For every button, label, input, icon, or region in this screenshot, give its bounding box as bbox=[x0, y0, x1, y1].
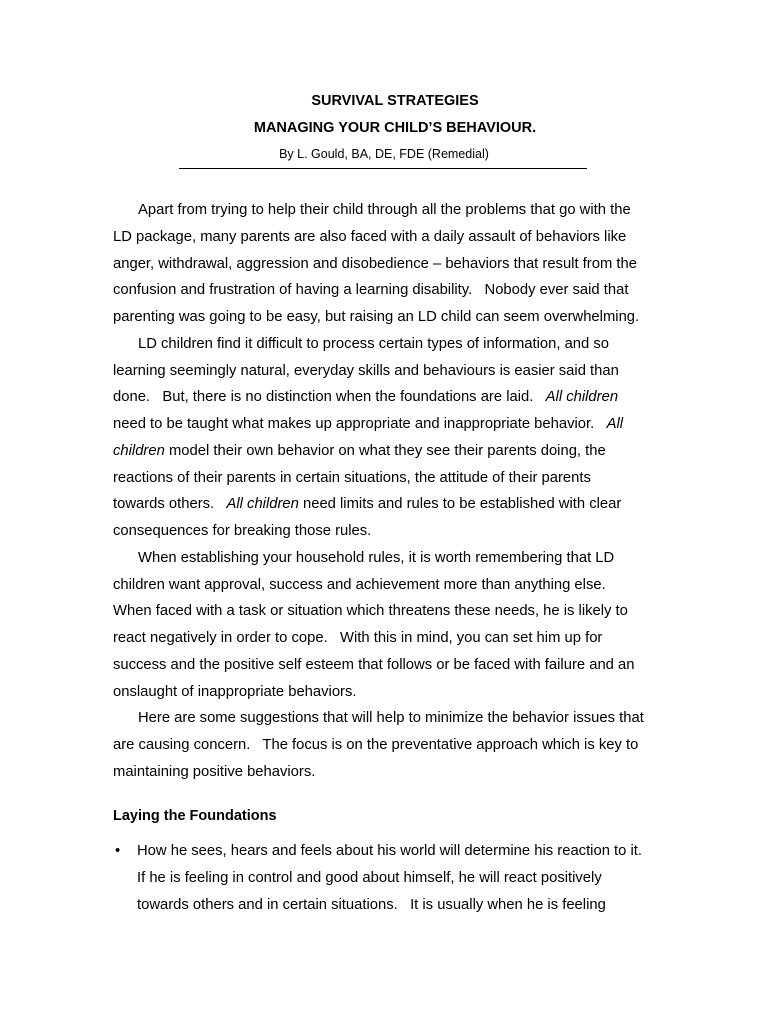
text-span: are causing concern. The focus is on the preventative approach which is key to bbox=[113, 737, 639, 753]
text-span: need to be taught what makes up appropriate and inappropriate behavior. bbox=[113, 416, 607, 432]
text-span: Here are some suggestions that will help to minimize the behavior issues that bbox=[138, 710, 644, 727]
text-span: When faced with a task or situation which threatens these needs, he is likely to bbox=[113, 603, 628, 620]
emphasis-text: children bbox=[113, 442, 165, 459]
text-line bbox=[113, 251, 658, 278]
section-heading: Laying the Foundations bbox=[113, 808, 277, 824]
text-span: model their own behavior on what they see their parents doing, the bbox=[164, 442, 606, 459]
text-span: consequences for breaking those rules. bbox=[113, 523, 372, 539]
paragraph bbox=[113, 197, 658, 331]
paragraph bbox=[113, 331, 658, 545]
text-line bbox=[113, 705, 658, 732]
text-span: success and the positive self esteem that follows or be faced with failure and an bbox=[113, 656, 635, 673]
text-line bbox=[113, 679, 658, 706]
text-line bbox=[113, 358, 658, 385]
document-title: SURVIVAL STRATEGIES bbox=[311, 93, 479, 109]
text-line bbox=[113, 625, 658, 652]
text-line bbox=[113, 224, 658, 251]
body-text bbox=[113, 197, 658, 786]
text-line bbox=[113, 411, 658, 438]
paragraph bbox=[113, 705, 658, 785]
text-line bbox=[113, 572, 658, 599]
text-line bbox=[113, 759, 658, 786]
text-line: towards others and in certain situations. It is usually when he is feeling bbox=[137, 896, 606, 913]
text-line bbox=[113, 304, 658, 331]
text-line bbox=[113, 465, 658, 492]
text-span: done. But, there is no distinction when the foundations are laid. bbox=[113, 389, 546, 406]
text-line bbox=[113, 438, 658, 465]
text-span: maintaining positive behaviors. bbox=[113, 763, 316, 780]
text-span: towards others. bbox=[113, 496, 227, 513]
text-span: children want approval, success and achievement more than anything else. bbox=[113, 576, 606, 593]
title-divider bbox=[179, 168, 587, 169]
emphasis-text: All children bbox=[545, 389, 619, 406]
bullet-icon: • bbox=[115, 843, 121, 859]
text-line: If he is feeling in control and good about himself, he will react positively bbox=[137, 869, 602, 886]
text-line bbox=[113, 598, 658, 625]
text-line: How he sees, hears and feels about his world will determine his reaction to it. bbox=[137, 843, 642, 859]
text-line bbox=[113, 652, 658, 679]
text-span: LD children find it difficult to process certain types of information, and so bbox=[138, 335, 610, 352]
text-span: parenting was going to be easy, but raising an LD child can seem overwhelming. bbox=[113, 309, 640, 325]
text-span: reactions of their parents in certain situations, the attitude of their parents bbox=[113, 469, 591, 486]
text-line bbox=[113, 491, 658, 518]
text-span: When establishing your household rules, it is worth remembering that LD bbox=[138, 549, 615, 566]
text-span: anger, withdrawal, aggression and disobedience – behaviors that result from the bbox=[113, 255, 637, 272]
text-line bbox=[113, 197, 658, 224]
text-line bbox=[113, 545, 658, 572]
text-span: learning seemingly natural, everyday skills and behaviours is easier said than bbox=[113, 362, 619, 379]
text-span: Apart from trying to help their child through all the problems that go with the bbox=[138, 202, 631, 218]
text-span: onslaught of inappropriate behaviors. bbox=[113, 683, 357, 700]
text-line bbox=[113, 384, 658, 411]
text-span: need limits and rules to be established with clear bbox=[298, 496, 622, 513]
author-byline: By L. Gould, BA, DE, FDE (Remedial) bbox=[279, 147, 489, 161]
document-subtitle: MANAGING YOUR CHILD’S BEHAVIOUR. bbox=[253, 120, 537, 136]
list-item bbox=[113, 838, 658, 918]
bullet-list bbox=[113, 838, 658, 918]
text-span: LD package, many parents are also faced with a daily assault of behaviors like bbox=[113, 228, 627, 245]
paragraph bbox=[113, 545, 658, 706]
text-span: confusion and frustration of having a learning disability. Nobody ever said that bbox=[113, 282, 629, 299]
text-line bbox=[113, 732, 658, 759]
emphasis-text: All children bbox=[226, 496, 299, 513]
text-line bbox=[113, 277, 658, 304]
text-span: react negatively in order to cope. With this in mind, you can set him up for bbox=[113, 630, 603, 646]
text-line bbox=[113, 518, 658, 545]
text-line bbox=[113, 331, 658, 358]
emphasis-text: All bbox=[606, 416, 624, 432]
